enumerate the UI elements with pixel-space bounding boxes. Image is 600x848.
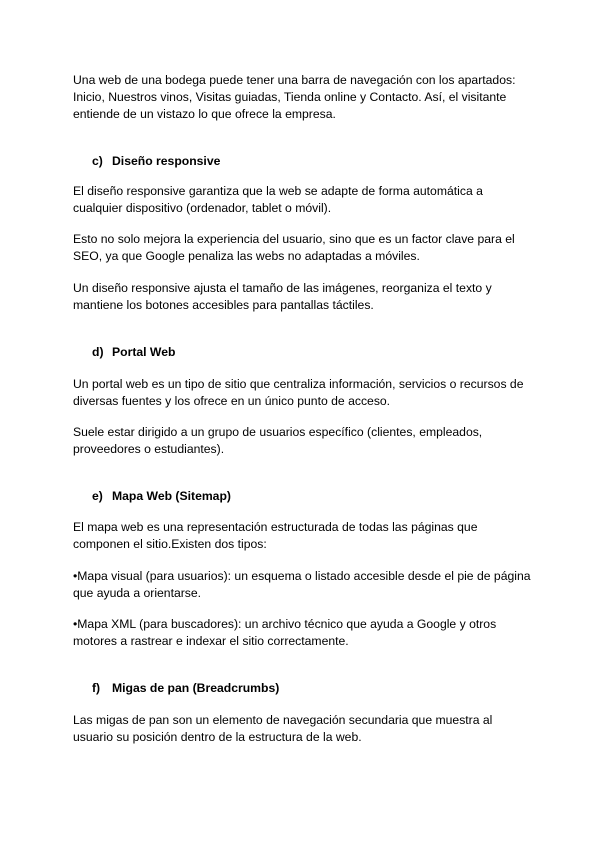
- list-item: •Mapa visual (para usuarios): un esquema o listado accesible desde el pie de página que ayuda a orientarse.: [73, 569, 531, 600]
- heading-title: Portal Web: [112, 345, 176, 359]
- heading-number: f): [92, 681, 101, 695]
- heading-title: Mapa Web (Sitemap): [112, 489, 231, 503]
- heading-migas-de-pan: [92, 680, 279, 697]
- list-item: •Mapa XML (para buscadores): un archivo técnico que ayuda a Google y otros motores a rastrear e indexar el sitio correctamente.: [73, 617, 497, 648]
- heading-number: e): [92, 489, 103, 503]
- paragraph: Esto no solo mejora la experiencia del usuario, sino que es un factor clave para el SEO, ya que Google penaliza las webs no adaptadas a móviles.: [73, 232, 515, 263]
- heading-number: d): [92, 345, 104, 359]
- heading-title: Migas de pan (Breadcrumbs): [112, 681, 280, 695]
- paragraph: Un portal web es un tipo de sitio que centraliza información, servicios o recursos de diversas fuentes y los ofrece en un único punto de acceso.: [73, 377, 524, 408]
- paragraph: El diseño responsive garantiza que la web se adapte de forma automática a cualquier dispositivo (ordenador, tablet o móvil).: [73, 184, 483, 215]
- heading-mapa-web: [92, 488, 231, 505]
- heading-title: Diseño responsive: [112, 154, 221, 168]
- heading-portal-web: [92, 344, 175, 361]
- paragraph: Suele estar dirigido a un grupo de usuarios específico (clientes, empleados, proveedores o estudiantes).: [73, 425, 483, 456]
- paragraph: Un diseño responsive ajusta el tamaño de las imágenes, reorganiza el texto y mantiene los botones accesibles para pantallas táctiles.: [73, 281, 492, 312]
- heading-diseno-responsive: [92, 153, 220, 170]
- intro-paragraph: Una web de una bodega puede tener una barra de navegación con los apartados: Inicio, Nuestros vinos, Visitas guiadas, Tienda online y Contacto. Así, el visitante entiende de un vistazo lo que ofrece la empresa.: [73, 73, 516, 121]
- paragraph: El mapa web es una representación estructurada de todas las páginas que componen el sitio.Existen dos tipos:: [73, 520, 478, 551]
- paragraph: Las migas de pan son un elemento de navegación secundaria que muestra al usuario su posición dentro de la estructura de la web.: [73, 713, 493, 744]
- heading-number: c): [92, 154, 103, 168]
